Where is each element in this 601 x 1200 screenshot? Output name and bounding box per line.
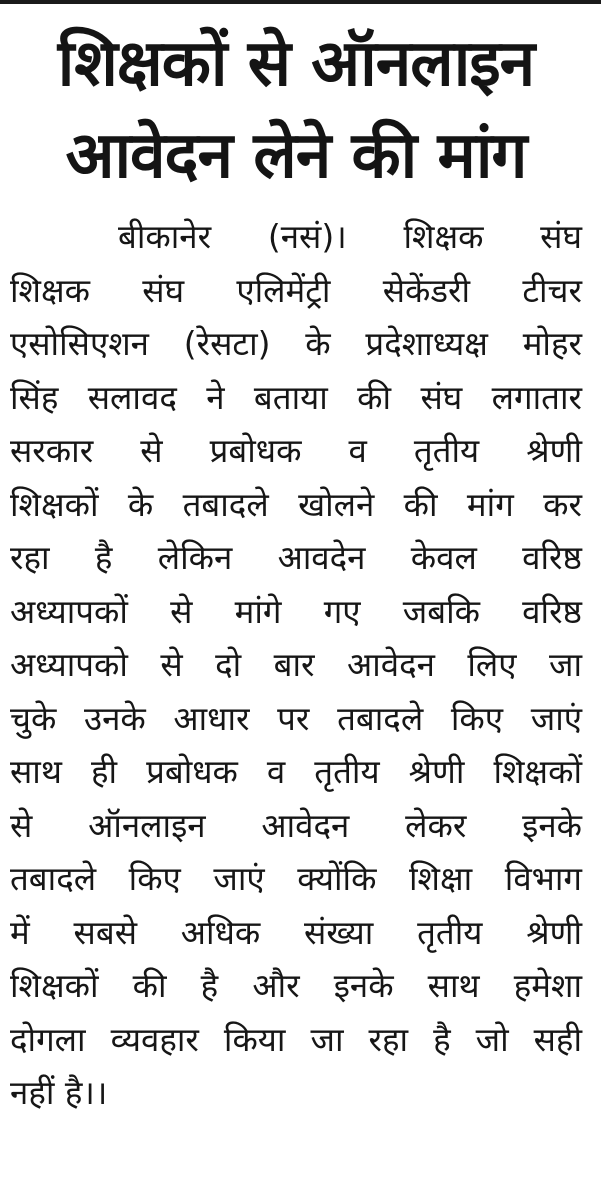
top-border-rule — [0, 0, 601, 4]
body-line: रहा है लेकिन आवदेन केवल वरिष्ठ — [10, 538, 582, 577]
body-line: एसोसिएशन (रेसटा) के प्रदेशाध्यक्ष मोहर — [10, 324, 582, 363]
body-line: चुके उनके आधार पर तबादले किए जाएं — [10, 698, 582, 738]
body-line: सरकार से प्रबोधक व तृतीय श्रेणी — [10, 431, 582, 470]
body-line: दोगला व्यवहार किया जा रहा है जो सही — [10, 1019, 582, 1059]
body-line: शिक्षकों के तबादले खोलने की मांग कर — [10, 484, 582, 524]
body-line: से ऑनलाइन आवेदन लेकर इनके — [10, 805, 582, 845]
news-article — [10, 18, 582, 1120]
body-line: शिक्षक संघ एलिमेंट्री सेकेंडरी टीचर — [10, 270, 582, 310]
body-line: अध्यापकों से मांगे गए जबकि वरिष्ठ — [10, 591, 582, 631]
body-line: में सबसे अधिक संख्या तृतीय श्रेणी — [10, 912, 582, 952]
body-line-dateline: बीकानेर (नसं)। शिक्षक संघ — [118, 217, 582, 256]
body-line: सिंह सलावद ने बताया की संघ लगातार — [10, 377, 582, 417]
headline-line-2: आवेदन लेने की मांग — [65, 119, 527, 193]
headline — [10, 18, 582, 202]
headline-line-1: शिक्षकों से ऑनलाइन — [57, 27, 535, 101]
body-line: तबादले किए जाएं क्योंकि शिक्षा विभाग — [10, 859, 582, 898]
article-body — [10, 210, 582, 1120]
body-line-final: नहीं है।। — [10, 1073, 108, 1112]
body-line: शिक्षकों की है और इनके साथ हमेशा — [10, 966, 582, 1005]
body-line: अध्यापको से दो बार आवेदन लिए जा — [10, 645, 582, 684]
body-line: साथ ही प्रबोधक व तृतीय श्रेणी शिक्षकों — [10, 752, 582, 791]
